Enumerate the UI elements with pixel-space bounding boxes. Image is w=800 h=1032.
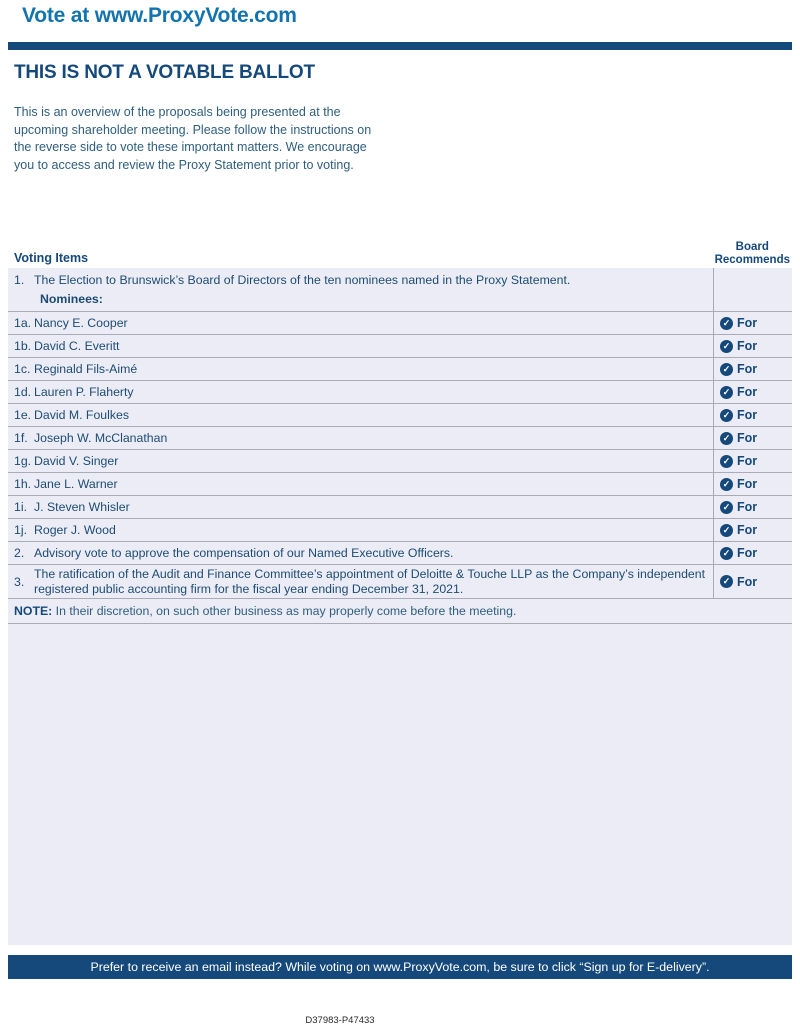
nominee-name: Jane L. Warner	[34, 477, 118, 491]
for-label: For	[737, 431, 758, 445]
nominee-name: David V. Singer	[34, 454, 119, 468]
check-circle-icon: ✓	[720, 317, 733, 330]
item-number: 1g.	[14, 454, 32, 468]
item-number: 1a.	[14, 316, 32, 330]
nominee-name: David C. Everitt	[34, 339, 120, 353]
table-row-nominee-1c	[8, 358, 792, 381]
for-label: For	[737, 316, 758, 330]
item-number: 1j.	[14, 523, 27, 537]
nominees-label: Nominees:	[40, 292, 103, 306]
item-text: The ratification of the Audit and Finance Committee’s appointment of Deloitte & Touche LLP as the Company’s independent registered public accounting firm for the fiscal year ending December 31, 2021.	[34, 567, 705, 596]
item-text: Advisory vote to approve the compensation of our Named Executive Officers.	[34, 546, 454, 560]
item-number: 1i.	[14, 500, 27, 514]
table-row-nominee-1h	[8, 473, 792, 496]
for-label: For	[737, 408, 758, 422]
nominee-name: Roger J. Wood	[34, 523, 116, 537]
table-row-nominee-1e	[8, 404, 792, 427]
check-circle-icon: ✓	[720, 455, 733, 468]
item-number: 1.	[14, 273, 25, 287]
for-label: For	[737, 454, 758, 468]
intro-line: you to access and review the Proxy Statement prior to voting.	[14, 157, 354, 172]
check-circle-icon: ✓	[720, 478, 733, 491]
recommend-cell	[713, 358, 792, 380]
check-circle-icon: ✓	[720, 501, 733, 514]
recommend-cell	[713, 473, 792, 495]
check-circle-icon: ✓	[720, 340, 733, 353]
page-title: Vote at www.ProxyVote.com	[22, 4, 297, 27]
item-number: 1d.	[14, 385, 32, 399]
for-label: For	[737, 500, 758, 514]
recommend-cell	[713, 335, 792, 357]
table-row-nominee-1j	[8, 519, 792, 542]
item-number: 1c.	[14, 362, 31, 376]
note-label: NOTE:	[14, 604, 53, 618]
item-number: 1h.	[14, 477, 32, 491]
table-row-nominee-1f	[8, 427, 792, 450]
table-row-item1	[8, 268, 792, 312]
table-row-nominee-1g	[8, 450, 792, 473]
item-number: 3.	[14, 574, 25, 589]
item-text: The Election to Brunswick’s Board of Directors of the ten nominees named in the Proxy Statement.	[34, 273, 571, 287]
recommend-cell	[713, 496, 792, 518]
check-circle-icon: ✓	[720, 386, 733, 399]
item-number: 1f.	[14, 431, 28, 445]
item-number: 1e.	[14, 408, 32, 422]
note-row	[8, 599, 792, 624]
item-number: 1b.	[14, 339, 32, 353]
edelivery-banner: Prefer to receive an email instead? While voting on www.ProxyVote.com, be sure to click “Sign up for E-delivery”.	[8, 955, 792, 979]
check-circle-icon: ✓	[720, 409, 733, 422]
voting-items-table	[8, 268, 792, 945]
document-code: D37983-P47433	[305, 1015, 375, 1026]
table-row-item3	[8, 565, 792, 599]
recommend-cell	[713, 450, 792, 472]
table-empty-area	[8, 624, 792, 945]
for-label: For	[737, 523, 758, 537]
nominee-name: Reginald Fils-Aimé	[34, 362, 138, 376]
table-row-nominee-1b	[8, 335, 792, 358]
nominee-name: Nancy E. Cooper	[34, 316, 128, 330]
recommend-cell	[713, 312, 792, 334]
for-label: For	[737, 574, 758, 589]
intro-paragraph	[14, 104, 434, 174]
for-label: For	[737, 385, 758, 399]
recommend-cell	[713, 519, 792, 541]
for-label: For	[737, 362, 758, 376]
table-row-nominee-1d	[8, 381, 792, 404]
not-votable-heading: THIS IS NOT A VOTABLE BALLOT	[14, 62, 315, 83]
item-number: 2.	[14, 546, 25, 560]
intro-line: This is an overview of the proposals being presented at the	[14, 105, 341, 119]
recommend-cell	[713, 381, 792, 403]
for-label: For	[737, 339, 758, 353]
nominee-name: J. Steven Whisler	[34, 500, 130, 514]
nominee-name: Lauren P. Flaherty	[34, 385, 134, 399]
recommend-cell	[713, 268, 792, 311]
check-circle-icon: ✓	[720, 547, 733, 560]
intro-line: the reverse side to vote these important matters. We encourage	[14, 140, 367, 154]
table-row-nominee-1i	[8, 496, 792, 519]
for-label: For	[737, 546, 758, 560]
for-label: For	[737, 477, 758, 491]
intro-line: upcoming shareholder meeting. Please follow the instructions on	[14, 122, 372, 137]
recommend-cell	[713, 404, 792, 426]
note-text: In their discretion, on such other business as may properly come before the meeting.	[52, 604, 517, 618]
nominee-name: Joseph W. McClanathan	[34, 431, 168, 445]
board-recommends-header: Board Recommends	[714, 241, 790, 266]
check-circle-icon: ✓	[720, 363, 733, 376]
check-circle-icon: ✓	[720, 524, 733, 537]
divider-rule	[8, 42, 792, 50]
table-header	[14, 238, 790, 266]
table-row-item2	[8, 542, 792, 565]
nominee-name: David M. Foulkes	[34, 408, 129, 422]
recommend-cell	[713, 565, 792, 598]
check-circle-icon: ✓	[720, 432, 733, 445]
recommend-cell	[713, 427, 792, 449]
recommend-cell	[713, 542, 792, 564]
table-row-nominee-1a	[8, 312, 792, 335]
voting-items-header: Voting Items	[14, 251, 89, 265]
check-circle-icon: ✓	[720, 575, 733, 588]
